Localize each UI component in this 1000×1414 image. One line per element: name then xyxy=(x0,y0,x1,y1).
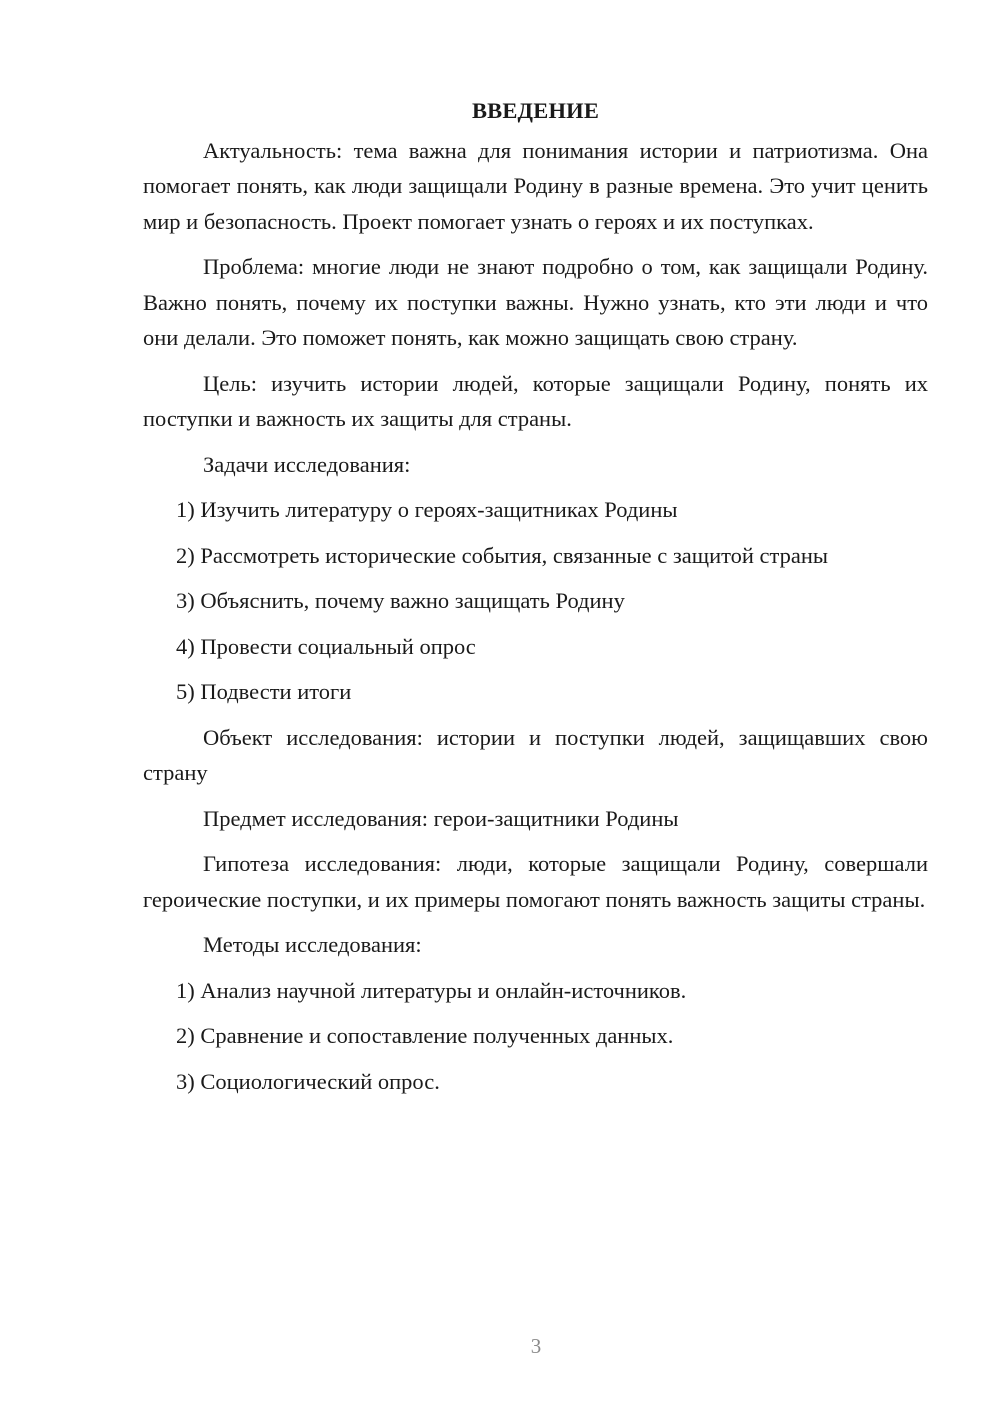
relevance-paragraph: Актуальность: тема важна для понимания истории и патриотизма. Она помогает понять, как люди защищали Родину в разные времена. Это учит ценить мир и безопасность. Проект помогает узнать о героях и их поступках. xyxy=(143,137,928,234)
document-body xyxy=(143,93,928,1109)
list-item: 1) Анализ научной литературы и онлайн-источников. xyxy=(176,977,687,1003)
subject-paragraph: Предмет исследования: герои-защитники Родины xyxy=(203,805,679,831)
hypothesis-paragraph: Гипотеза исследования: люди, которые защищали Родину, совершали героические поступки, и их примеры помогают понять важность защиты страны. xyxy=(143,851,928,912)
list-item: 2) Сравнение и сопоставление полученных данных. xyxy=(176,1023,674,1048)
tasks-list xyxy=(143,492,928,710)
list-item: 1) Изучить литературу о героях-защитниках Родины xyxy=(176,497,678,522)
goal-paragraph: Цель: изучить истории людей, которые защищали Родину, понять их поступки и важность их защиты для страны. xyxy=(143,370,928,431)
methods-list xyxy=(143,973,928,1100)
list-item: 3) Социологический опрос. xyxy=(176,1068,440,1094)
list-item: 4) Провести социальный опрос xyxy=(176,633,476,659)
section-title: ВВЕДЕНИЕ xyxy=(471,98,600,123)
list-item: 2) Рассмотреть исторические события, связанные с защитой страны xyxy=(176,542,829,568)
object-paragraph: Объект исследования: истории и поступки людей, защищавших свою страну xyxy=(143,724,928,785)
methods-label: Методы исследования: xyxy=(203,932,422,957)
page-number: 3 xyxy=(530,1334,542,1358)
problem-paragraph: Проблема: многие люди не знают подробно о том, как защищали Родину. Важно понять, почему их поступки важны. Нужно узнать, кто эти люди и что они делали. Это поможет понять, как можно защищать свою страну. xyxy=(143,254,928,350)
list-item: 5) Подвести итоги xyxy=(176,679,352,704)
list-item: 3) Объяснить, почему важно защищать Родину xyxy=(176,588,625,613)
tasks-label: Задачи исследования: xyxy=(203,451,411,477)
